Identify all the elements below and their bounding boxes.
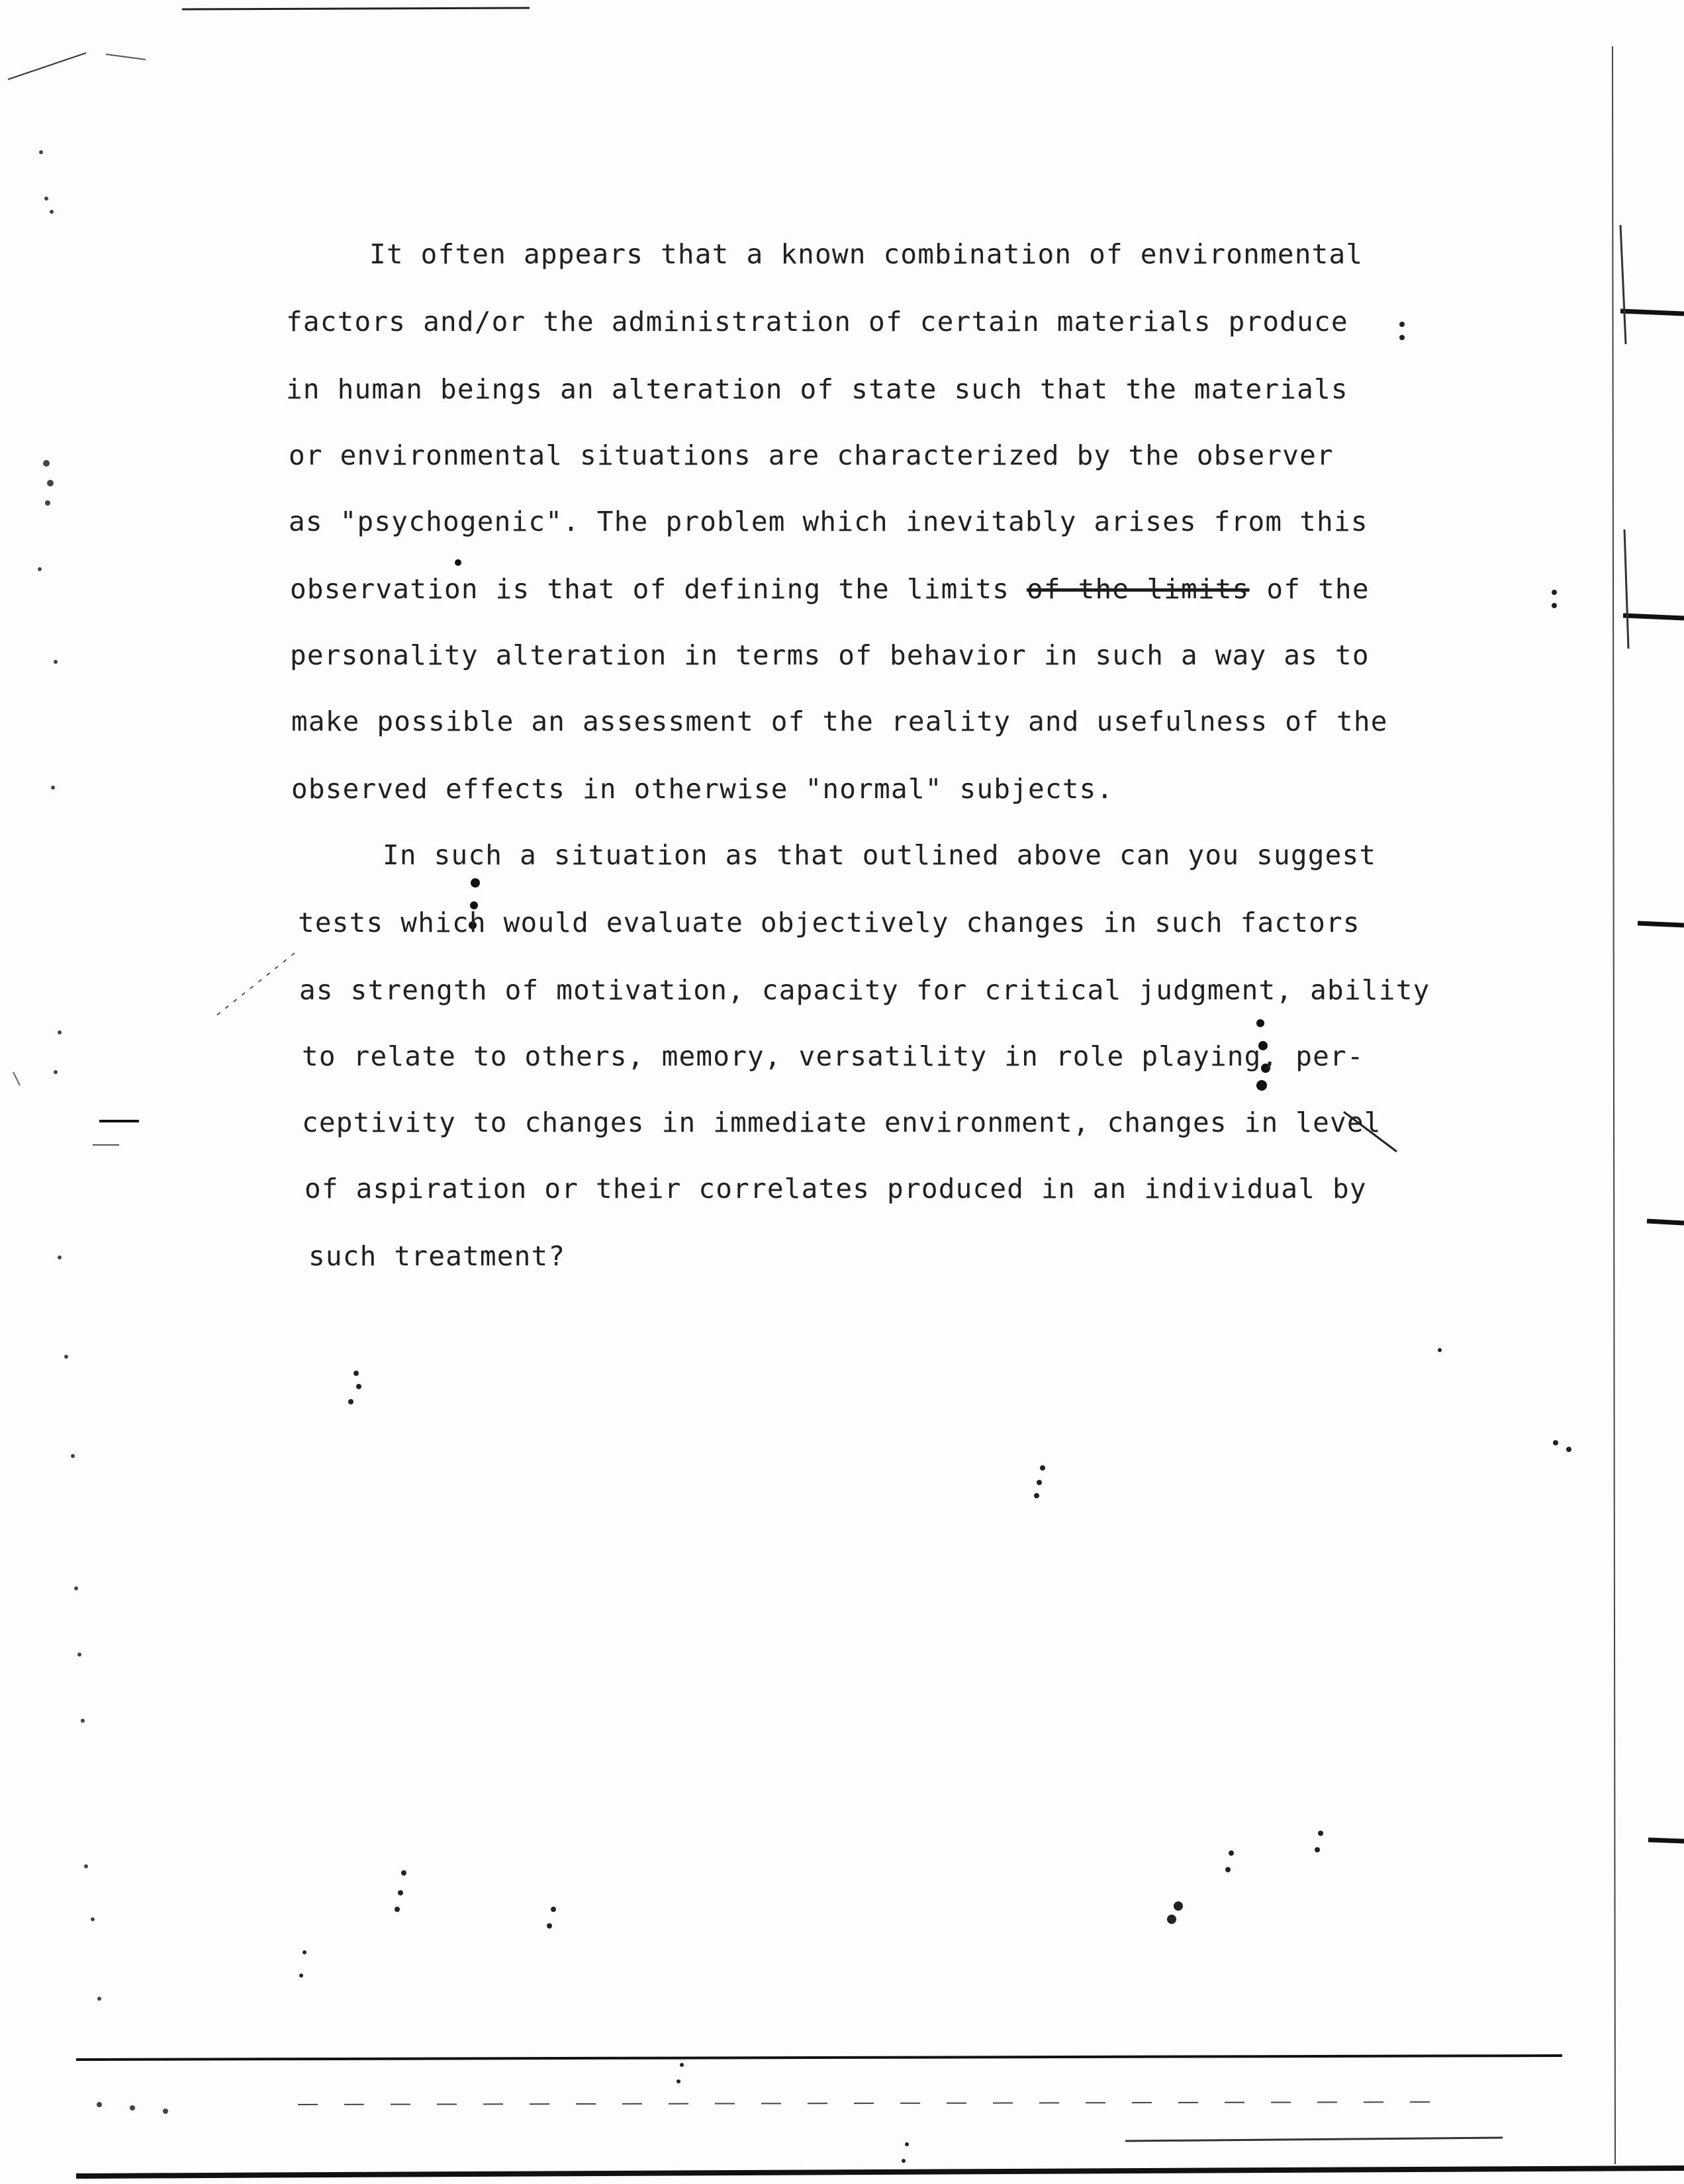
paragraph-2-line-4: to relate to others, memory, versatility in role playing, per- bbox=[302, 1040, 1364, 1072]
line-6-text-before: observation is that of defining the limits bbox=[290, 573, 1027, 605]
paragraph-1-line-8: make possible an assessment of the reality and usefulness of the bbox=[291, 705, 1388, 737]
paragraph-1-line-4: or environmental situations are characterized by the observer bbox=[289, 439, 1334, 471]
paragraph-2-line-5: ceptivity to changes in immediate environment, changes in level bbox=[302, 1107, 1381, 1138]
line-6-text-after: of the bbox=[1249, 573, 1370, 605]
paragraph-1-line-7: personality alteration in terms of behavior in such a way as to bbox=[290, 639, 1370, 671]
paragraph-1-line-6 bbox=[290, 573, 1370, 605]
paragraph-2-line-2: tests which would evaluate objectively changes in such factors bbox=[298, 907, 1360, 938]
paragraph-1-line-9: observed effects in otherwise "normal" subjects. bbox=[291, 773, 1114, 805]
paragraph-2-line-3: as strength of motivation, capacity for critical judgment, ability bbox=[299, 974, 1430, 1006]
paragraph-2-line-1: In such a situation as that outlined above can you suggest bbox=[383, 839, 1377, 871]
paragraph-1-line-1: It often appears that a known combination of environmental bbox=[369, 238, 1364, 270]
paragraph-1-line-5: as "psychogenic". The problem which inevitably arises from this bbox=[289, 506, 1368, 537]
paragraph-2-line-7: such treatment? bbox=[308, 1240, 566, 1272]
paragraph-2-line-6: of aspiration or their correlates produced in an individual by bbox=[304, 1173, 1367, 1205]
paragraph-1-line-3: in human beings an alteration of state such that the materials bbox=[286, 373, 1348, 405]
paragraph-1-line-2: factors and/or the administration of certain materials produce bbox=[286, 306, 1348, 338]
struck-out-text: of the limits bbox=[1027, 573, 1250, 605]
